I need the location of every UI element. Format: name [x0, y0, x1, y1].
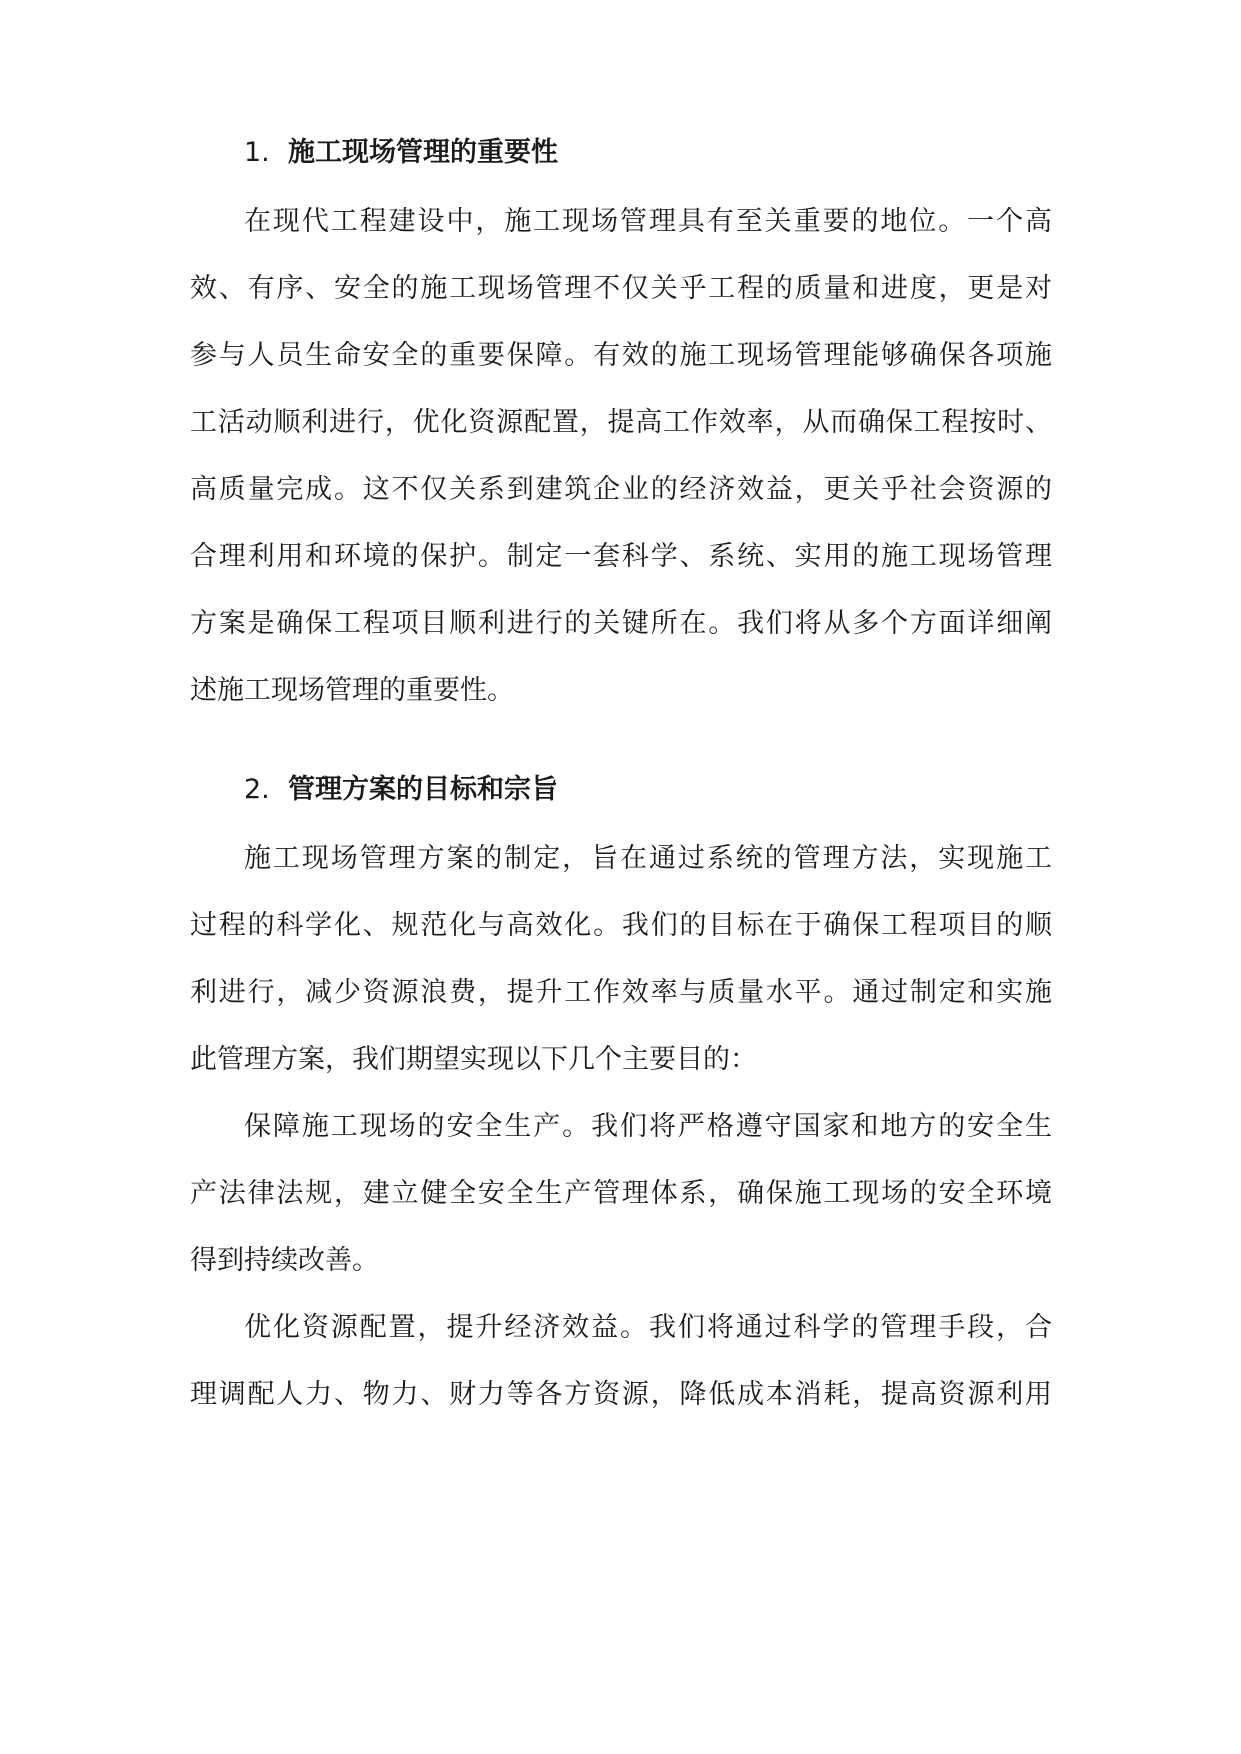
- paragraph-line: 利进行，减少资源浪费，提升工作效率与质量水平。通过制定和实施: [190, 977, 1052, 1008]
- paragraph-line: 在现代工程建设中，施工现场管理具有至关重要的地位。一个高: [244, 206, 1052, 237]
- section-heading: [244, 131, 558, 175]
- paragraph-line: 此管理方案，我们期望实现以下几个主要目的：: [190, 1044, 757, 1075]
- paragraph-line: 施工现场管理方案的制定，旨在通过系统的管理方法，实现施工: [244, 843, 1052, 874]
- paragraph-line: 保障施工现场的安全生产。我们将严格遵守国家和地方的安全生: [244, 1111, 1052, 1142]
- paragraph-line: 优化资源配置，提升经济效益。我们将通过科学的管理手段，合: [244, 1312, 1052, 1343]
- paragraph-line: 合理利用和环境的保护。制定一套科学、系统、实用的施工现场管理: [190, 541, 1052, 572]
- paragraph-line: 过程的科学化、规范化与高效化。我们的目标在于确保工程项目的顺: [190, 910, 1052, 941]
- paragraph-line: 高质量完成。这不仅关系到建筑企业的经济效益，更关乎社会资源的: [190, 474, 1052, 505]
- paragraph-line: 产法律法规，建立健全安全生产管理体系，确保施工现场的安全环境: [190, 1178, 1052, 1209]
- paragraph-line: 工活动顺利进行，优化资源配置，提高工作效率，从而确保工程按时、: [190, 407, 1052, 438]
- paragraph-line: 方案是确保工程项目顺利进行的关键所在。我们将从多个方面详细阐: [190, 608, 1052, 639]
- section-title: 管理方案的目标和宗旨: [288, 774, 558, 805]
- paragraph-line: 得到持续改善。: [190, 1245, 379, 1276]
- paragraph-line: 述施工现场管理的重要性。: [190, 675, 514, 706]
- paragraph-line: 效、有序、安全的施工现场管理不仅关乎工程的质量和进度，更是对: [190, 273, 1052, 304]
- paragraph-line: 理调配人力、物力、财力等各方资源，降低成本消耗，提高资源利用: [190, 1379, 1052, 1410]
- section-number: 1.: [244, 137, 270, 168]
- section-heading: [244, 768, 558, 812]
- paragraph-line: 参与人员生命安全的重要保障。有效的施工现场管理能够确保各项施: [190, 340, 1052, 371]
- section-number: 2.: [244, 774, 270, 805]
- section-title: 施工现场管理的重要性: [288, 137, 558, 168]
